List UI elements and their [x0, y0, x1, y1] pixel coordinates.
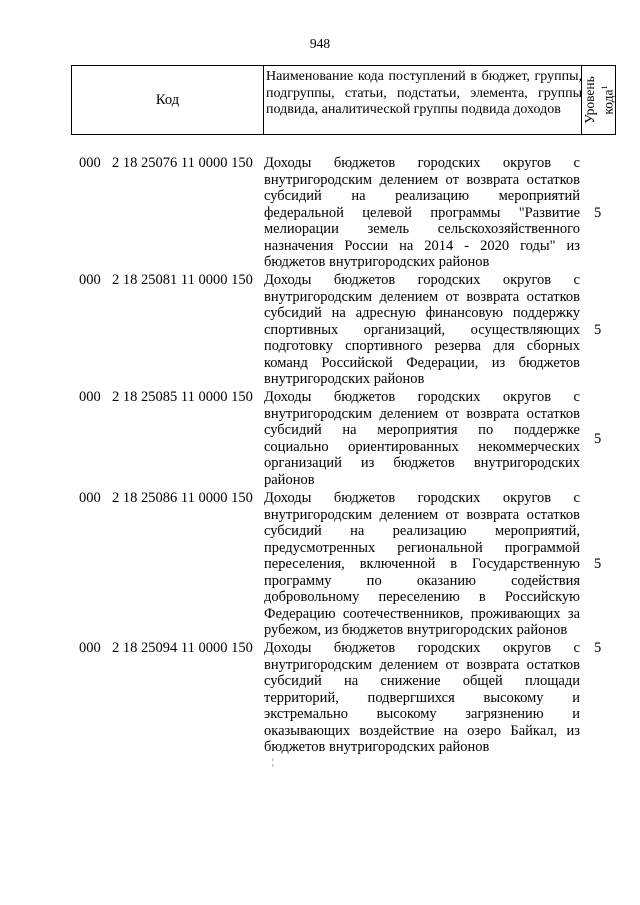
table-row: [0, 389, 640, 490]
header-name-cell: Наименование кода поступлений в бюджет, группы, подгруппы, статьи, подстатьи, элемента, группы подвида, аналитической группы подвида доходов: [266, 69, 582, 117]
page-number: 948: [309, 36, 331, 51]
row-description: Доходы бюджетов городских округов с внутригородским делением от возврата остатков субсидий на адресную финансовую поддержку спортивных организаций, осуществляющих подготовку спортивного резерва для сборных команд Российской Федерации, из бюджетов внутригородских районов: [264, 272, 580, 387]
row-level: 5: [594, 640, 602, 656]
row-description: Доходы бюджетов городских округов с внутригородским делением от возврата остатков субсидий на мероприятия по поддержке социально ориентированных некоммерческих организаций из бюджетов внутригородских районов: [264, 389, 580, 488]
row-prefix: 000: [79, 272, 101, 288]
header-level-cell: [581, 66, 615, 134]
row-level: 5: [594, 322, 602, 338]
table-row: [0, 155, 640, 272]
row-description: Доходы бюджетов городских округов с внутригородским делением от возврата остатков субсидий на реализацию мероприятий, предусмотренных региональной программой переселения, включенной в Государственную программу по оказанию содействия добровольному переселению в Российскую Федерацию соотечественников, проживающих за рубежом, из бюджетов внутригородских районов: [264, 490, 580, 638]
header-level-text: [582, 66, 615, 134]
table-header: [71, 65, 616, 135]
row-prefix: 000: [79, 640, 101, 656]
header-code-label: Код: [155, 91, 180, 108]
header-code-cell: [72, 66, 264, 134]
header-level-footnote: 1: [600, 85, 609, 90]
stray-mark: ¦: [272, 757, 274, 767]
row-prefix: 000: [79, 389, 101, 405]
row-level: 5: [594, 431, 602, 447]
row-code: 2 18 25094 11 0000 150: [112, 640, 253, 656]
row-prefix: 000: [79, 490, 101, 506]
table-row: [0, 272, 640, 389]
table-row: [0, 490, 640, 640]
row-level: 5: [594, 205, 602, 221]
row-description: Доходы бюджетов городских округов с внутригородским делением от возврата остатков субсидий на реализацию мероприятий федеральной целевой программы "Развитие мелиорации земель сельскохозяйственного назначения России на 2014 - 2020 годы" из бюджетов внутригородских районов: [264, 155, 580, 270]
row-code: 2 18 25081 11 0000 150: [112, 272, 253, 288]
row-code: 2 18 25076 11 0000 150: [112, 155, 253, 171]
row-description: Доходы бюджетов городских округов с внутригородским делением от возврата остатков субсидий на снижение общей площади территорий, подвергшихся высокому и экстремально высокому загрязнению и оказывающих воздействие на озеро Байкал, из бюджетов внутригородских районов: [264, 640, 580, 755]
row-level: 5: [594, 556, 602, 572]
table-row: [0, 640, 640, 757]
table-body: [0, 155, 640, 757]
row-prefix: 000: [79, 155, 101, 171]
row-code: 2 18 25086 11 0000 150: [112, 490, 253, 506]
row-code: 2 18 25085 11 0000 150: [112, 389, 253, 405]
header-level-label: Уровень кода: [582, 76, 616, 124]
